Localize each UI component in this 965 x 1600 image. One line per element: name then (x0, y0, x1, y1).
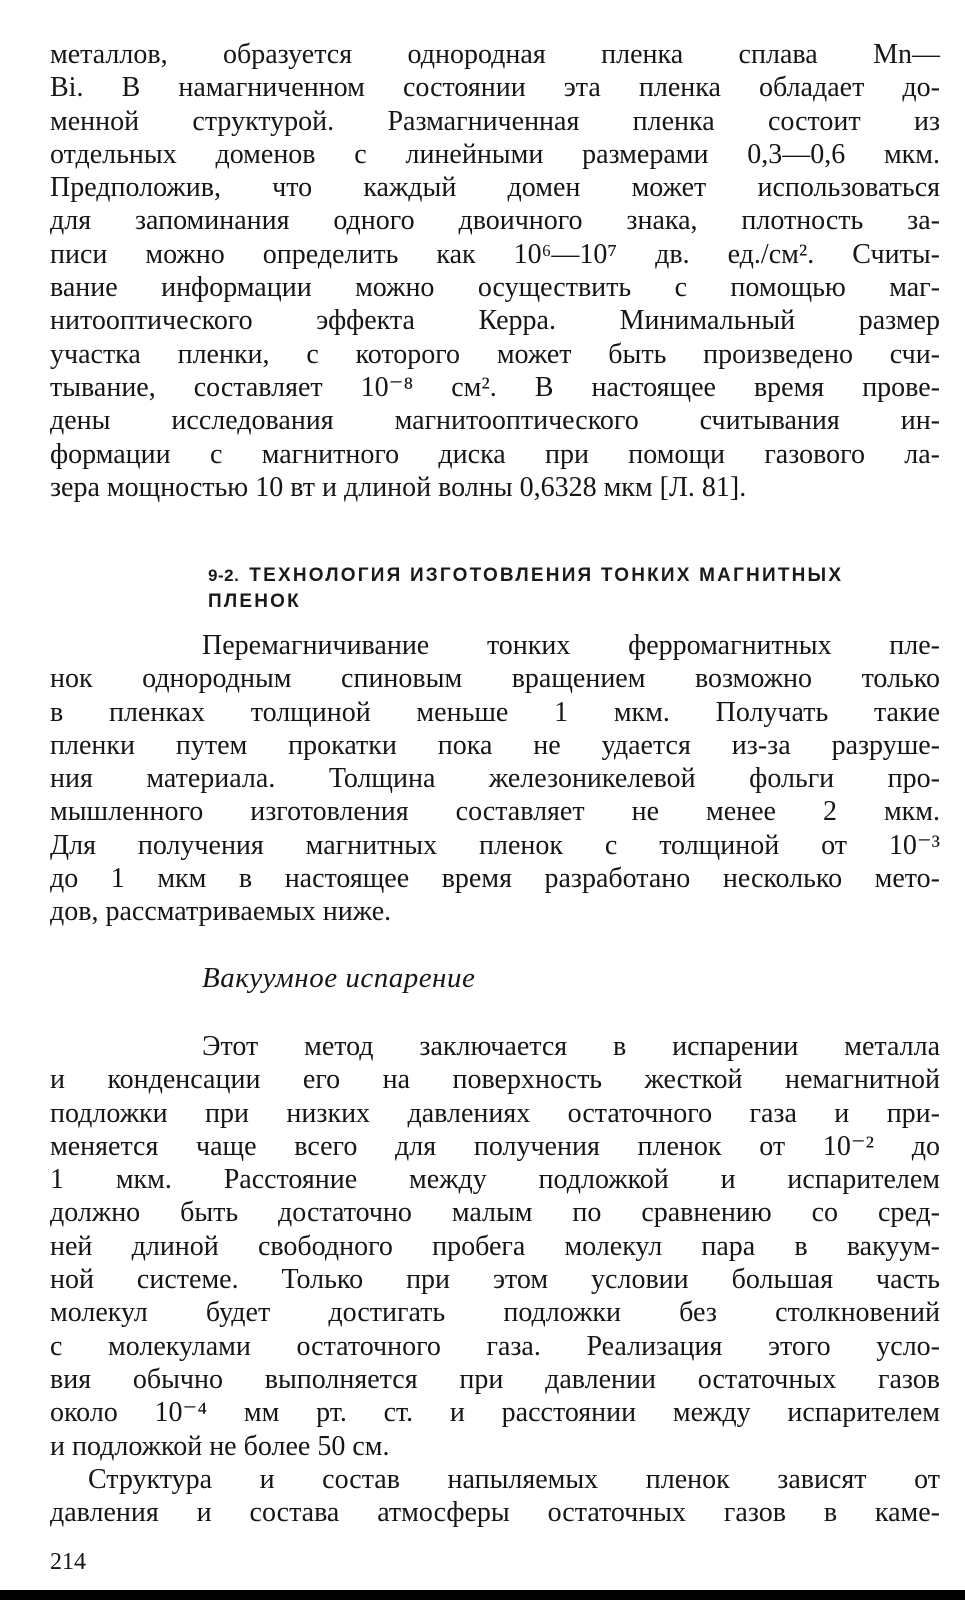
text-line: меняется чаще всего для получения пленок от 10⁻² до (50, 1130, 940, 1162)
text-line: Структура и состав напыляемых пленок зависят от (88, 1464, 940, 1495)
text-line: менной структурой. Размагниченная пленка состоит из (50, 105, 940, 137)
text-line: тывание, составляет 10⁻⁸ см². В настоящее время прове- (50, 371, 940, 403)
text-line: зера мощностью 10 вт и длиной волны 0,6328 мкм [Л. 81]. (50, 471, 747, 503)
section-title-part: ПЛЕНОК (208, 591, 301, 612)
subsection-title: Вакуумное испарение (202, 962, 476, 994)
text-line: дов, рассматриваемых ниже. (50, 896, 392, 928)
text-line: около 10⁻⁴ мм рт. ст. и расстоянии между испарителем (50, 1397, 940, 1429)
text-line: писи можно определить как 10⁶—10⁷ дв. ед./см². Считы- (50, 238, 940, 270)
text-line: Предположив, что каждый домен может использоваться (50, 172, 940, 204)
text-line: ния материала. Толщина железоникелевой фольги про- (50, 763, 940, 795)
text-line: с молекулами остаточного газа. Реализация этого усло- (50, 1330, 940, 1362)
text-line: нитооптического эффекта Керра. Минимальный размер (50, 305, 940, 337)
section-title-part: ТЕХНОЛОГИЯ ИЗГОТОВЛЕНИЯ ТОНКИХ МАГНИТНЫХ (249, 565, 844, 586)
paragraph-vacuum-evaporation (50, 1030, 940, 1463)
text-line: 1 мкм. Расстояние между подложкой и испарителем (50, 1164, 940, 1196)
text-line: формации с магнитного диска при помощи газового ла- (50, 438, 940, 470)
text-line: и конденсации его на поверхность жесткой немагнитной (50, 1064, 940, 1096)
text-line: для запоминания одного двоичного знака, плотность за- (50, 205, 940, 237)
text-line: ной системе. Только при этом условии большая часть (50, 1264, 940, 1296)
scan-bottom-edge (0, 1590, 965, 1600)
text-line: Bi. В намагниченном состоянии эта пленка обладает до- (50, 72, 940, 104)
text-line: подложки при низких давлениях остаточного газа и при- (50, 1097, 940, 1129)
text-line: в пленках толщиной меньше 1 мкм. Получать такие (50, 696, 940, 728)
text-line: до 1 мкм в настоящее время разработано несколько мето- (50, 863, 940, 895)
text-line: нок однородным спиновым вращением возможно только (50, 663, 940, 695)
section-heading-line (208, 563, 938, 589)
text-line: вия обычно выполняется при давлении остаточных газов (50, 1363, 940, 1395)
text-line: дены исследования магнитооптического считывания ин- (50, 405, 940, 437)
section-number: 9-2. (208, 566, 240, 585)
section-heading (208, 563, 938, 615)
paragraph-film-structure (50, 1463, 940, 1530)
text-line: Для получения магнитных пленок с толщиной от 10⁻³ (50, 829, 940, 861)
text-line: участка пленки, с которого может быть произведено счи- (50, 338, 940, 370)
text-line: и подложкой не более 50 см. (50, 1430, 390, 1462)
text-line: должно быть достаточно малым по сравнению со сред- (50, 1197, 940, 1229)
text-line: ней длиной свободного пробега молекул пара в вакуум- (50, 1230, 940, 1262)
text-line: вание информации можно осуществить с помощью маг- (50, 272, 940, 304)
text-line: пленки путем прокатки пока не удается из-за разруше- (50, 729, 940, 761)
text-line: давления и состава атмосферы остаточных газов в каме- (50, 1497, 940, 1529)
text-line: мышленного изготовления составляет не менее 2 мкм. (50, 796, 940, 828)
page-number: 214 (50, 1549, 86, 1575)
text-line: Перемагничивание тонких ферромагнитных пле- (202, 630, 940, 661)
paragraph-mn-bi-film (50, 38, 940, 504)
text-line: Этот метод заключается в испарении металла (202, 1031, 940, 1062)
paragraph-remagnetization (50, 629, 940, 929)
text-line: молекул будет достигать подложки без столкновений (50, 1297, 940, 1329)
text-line: отдельных доменов с линейными размерами 0,3—0,6 мкм. (50, 138, 940, 170)
text-line: металлов, образуется однородная пленка сплава Mn— (50, 39, 940, 70)
